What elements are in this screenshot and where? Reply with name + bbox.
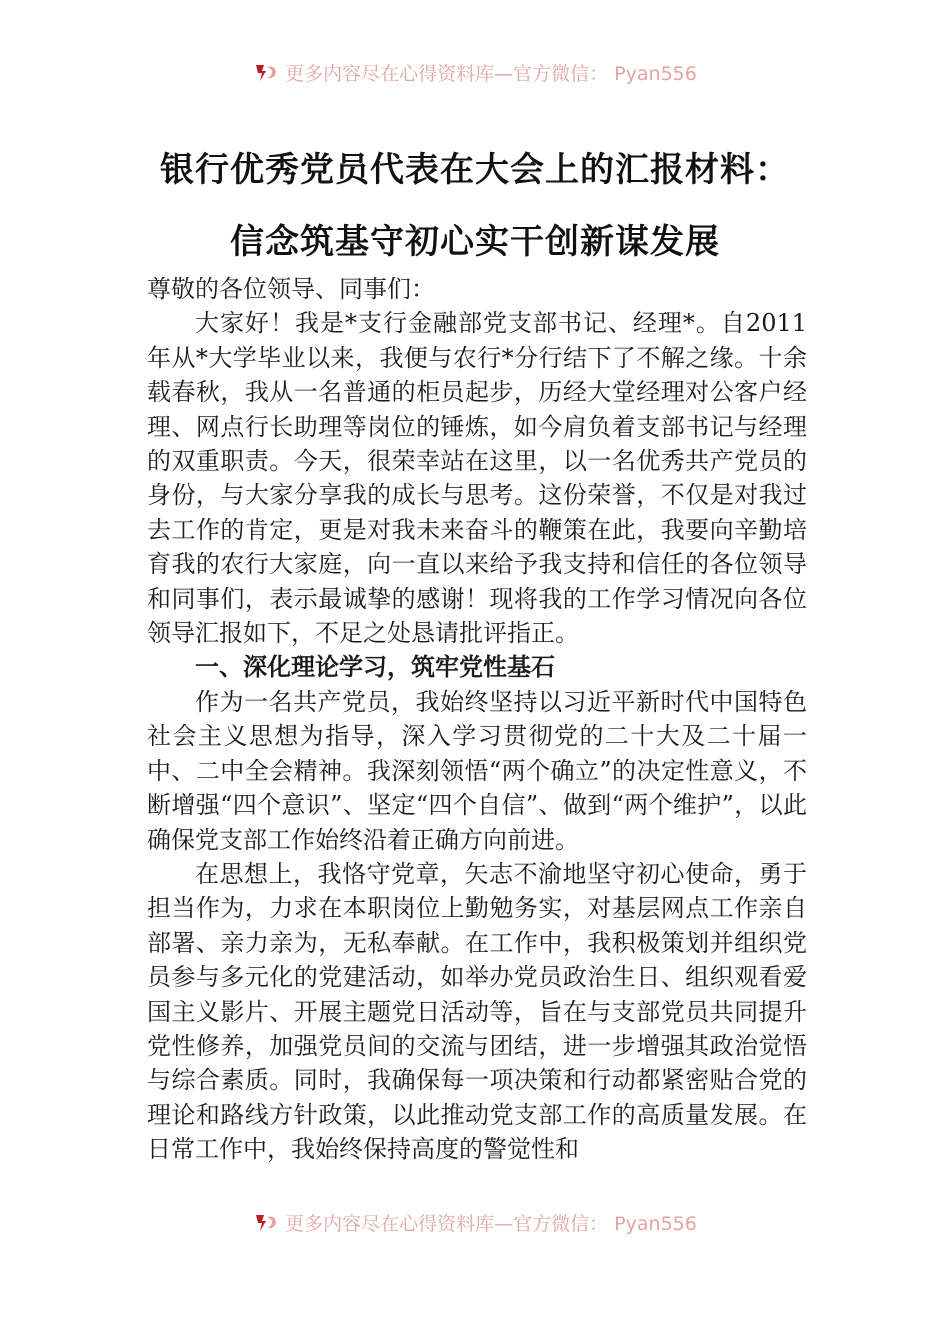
logo-icon	[253, 1211, 279, 1233]
document-title-line2: 信念筑基守初心实干创新谋发展	[230, 222, 720, 262]
body-paragraph: 作为一名共产党员，我始终坚持以习近平新时代中国特色社会主义思想为指导，深入学习贯彻党的二十大及二十届一中、二中全会精神。我深刻领悟“两个确立”的决定性意义，不断增强“四个意识”、坚定“四个自信”、做到“两个维护”，以此确保党支部工作始终沿着正确方向前进。	[147, 687, 807, 854]
salutation: 尊敬的各位领导、同事们：	[147, 275, 435, 303]
body-paragraph: 在思想上，我恪守党章，矢志不渝地坚守初心使命，勇于担当作为，力求在本职岗位上勤勉务实，对基层网点工作亲自部署、亲力亲为，无私奉献。在工作中，我积极策划并组织党员参与多元化的党建活动，如举办党员政治生日、组织观看爱国主义影片、开展主题党日活动等，旨在与支部党员共同提升党性修养，加强党员间的交流与团结，进一步增强其政治觉悟与综合素质。同时，我确保每一项决策和行动都紧密贴合党的理论和路线方针政策，以此推动党支部工作的高质量发展。在日常工作中，我始终保持高度的警觉性和	[147, 859, 807, 1164]
watermark-header	[0, 58, 950, 86]
intro-paragraph: 大家好！我是*支行金融部党支部书记、经理*。自2011年从*大学毕业以来，我便与农行*分行结下了不解之缘。十余载春秋，我从一名普通的柜员起步，历经大堂经理对公客户经理、网点行长助理等岗位的锤炼，如今肩负着支部书记与经理的双重职责。今天，很荣幸站在这里，以一名优秀共产党员的身份，与大家分享我的成长与思考。这份荣誉，不仅是对我过去工作的肯定，更是对我未来奋斗的鞭策在此，我要向辛勤培育我的农行大家庭，向一直以来给予我支持和信任的各位领导和同事们，表示最诚挚的感谢！现将我的工作学习情况向各位领导汇报如下，不足之处恳请批评指正。	[147, 309, 807, 648]
logo-icon	[253, 61, 279, 83]
watermark-text: 更多内容尽在心得资料库—官方微信： Pyan556	[285, 1212, 697, 1235]
document-title-line1: 银行优秀党员代表在大会上的汇报材料：	[160, 150, 790, 190]
document-body	[147, 272, 807, 1167]
watermark-footer	[0, 1208, 950, 1236]
watermark-text: 更多内容尽在心得资料库—官方微信： Pyan556	[285, 62, 697, 85]
section-heading: 一、深化理论学习，筑牢党性基石	[195, 653, 555, 682]
